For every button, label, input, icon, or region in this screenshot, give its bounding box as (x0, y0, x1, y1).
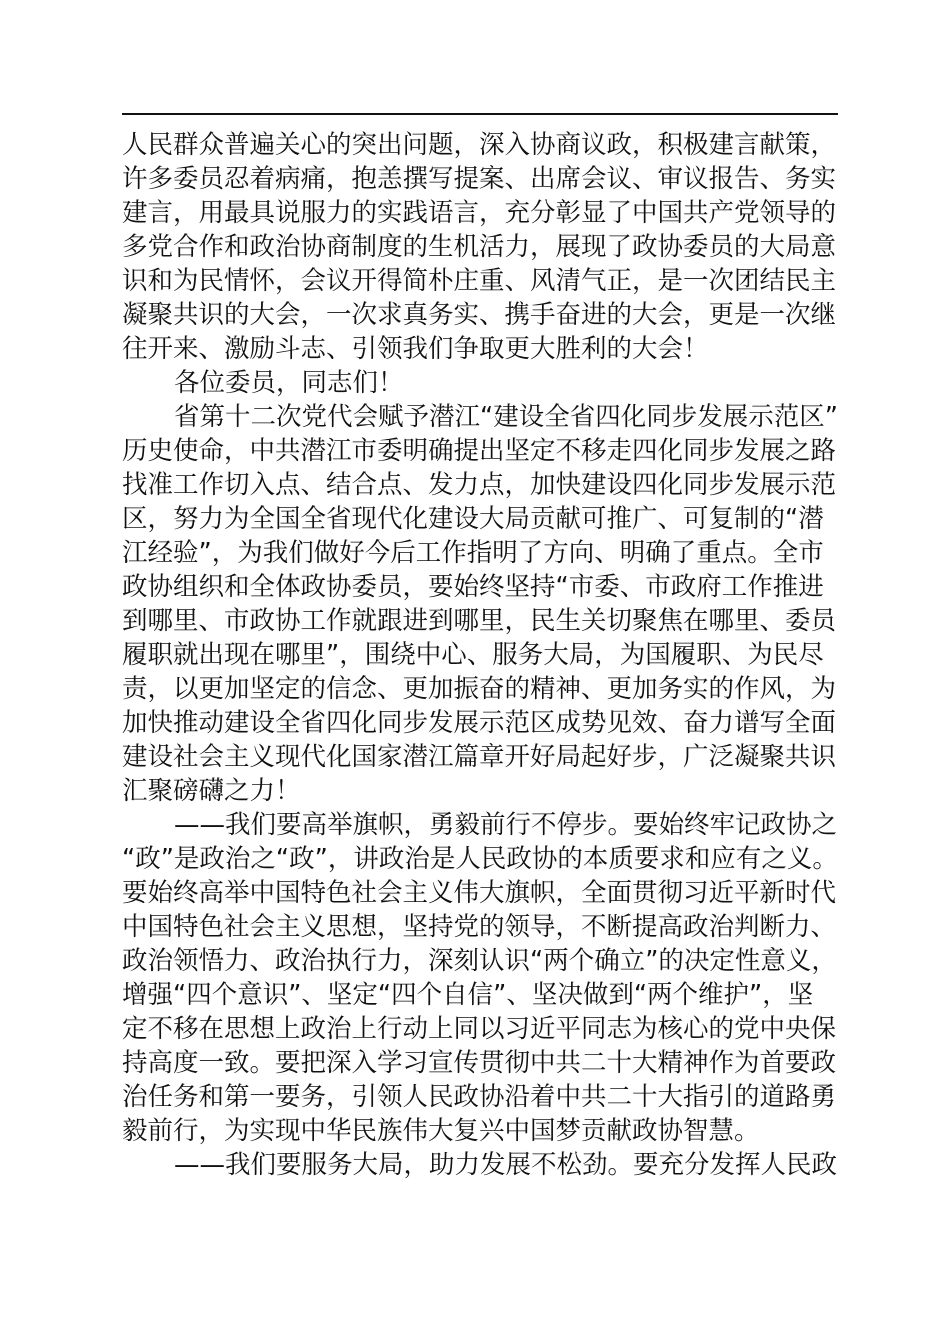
text-line: 人民群众普遍关心的突出问题，深入协商议政，积极建言献策， (122, 130, 837, 160)
text-line: 许多委员忍着病痛，抱恙撰写提案、出席会议、审议报告、务实 (122, 164, 837, 194)
text-line: 建言，用最具说服力的实践语言，充分彰显了中国共产党领导的 (122, 198, 837, 228)
text-line: 江经验”，为我们做好今后工作指明了方向、明确了重点。全市 (122, 538, 824, 568)
text-line: 政治领悟力、政治执行力，深刻认识“两个确立”的决定性意义， (122, 946, 837, 976)
text-line: 增强“四个意识”、坚定“四个自信”、坚决做到“两个维护”，坚 (122, 980, 814, 1010)
text-line: 定不移在思想上政治上行动上同以习近平同志为核心的党中央保 (122, 1014, 837, 1044)
text-line: 到哪里、市政协工作就跟进到哪里，民生关切聚焦在哪里、委员 (122, 606, 837, 636)
text-line: 凝聚共识的大会，一次求真务实、携手奋进的大会，更是一次继 (122, 300, 837, 330)
text-line: 找准工作切入点、结合点、发力点，加快建设四化同步发展示范 (122, 470, 837, 500)
text-line-indented: 省第十二次党代会赋予潜江“建设全省四化同步发展示范区” (174, 402, 838, 432)
text-line: 治任务和第一要务，引领人民政协沿着中共二十大指引的道路勇 (122, 1082, 837, 1112)
text-line-indented: ——我们要高举旗帜，勇毅前行不停步。要始终牢记政协之 (174, 810, 838, 840)
header-rule (122, 113, 838, 115)
text-line: 毅前行，为实现中华民族伟大复兴中国梦贡献政协智慧。 (122, 1116, 760, 1146)
text-line: 往开来、激励斗志、引领我们争取更大胜利的大会！ (122, 334, 709, 364)
text-line: 汇聚磅礴之力！ (122, 776, 301, 806)
text-line: 中国特色社会主义思想，坚持党的领导，不断提高政治判断力、 (122, 912, 837, 942)
text-line: 区，努力为全国全省现代化建设大局贡献可推广、可复制的“潜 (122, 504, 824, 534)
text-line: 建设社会主义现代化国家潜江篇章开好局起好步，广泛凝聚共识 (122, 742, 837, 772)
text-line: “政”是政治之“政”，讲政治是人民政协的本质要求和应有之义。 (122, 844, 838, 874)
text-line: 政协组织和全体政协委员，要始终坚持“市委、市政府工作推进 (122, 572, 824, 602)
text-line: 履职就出现在哪里”，围绕中心、服务大局，为国履职、为民尽 (122, 640, 824, 670)
text-line: 加快推动建设全省四化同步发展示范区成势见效、奋力谱写全面 (122, 708, 837, 738)
text-line: 历史使命，中共潜江市委明确提出坚定不移走四化同步发展之路 (122, 436, 837, 466)
text-line-indented: ——我们要服务大局，助力发展不松劲。要充分发挥人民政 (174, 1150, 838, 1180)
text-line: 责，以更加坚定的信念、更加振奋的精神、更加务实的作风，为 (122, 674, 837, 704)
text-line-indented: 各位委员，同志们！ (174, 368, 404, 398)
text-line: 持高度一致。要把深入学习宣传贯彻中共二十大精神作为首要政 (122, 1048, 837, 1078)
text-line: 要始终高举中国特色社会主义伟大旗帜，全面贯彻习近平新时代 (122, 878, 837, 908)
text-line: 识和为民情怀，会议开得简朴庄重、风清气正，是一次团结民主 (122, 266, 837, 296)
text-line: 多党合作和政治协商制度的生机活力，展现了政协委员的大局意 (122, 232, 837, 262)
